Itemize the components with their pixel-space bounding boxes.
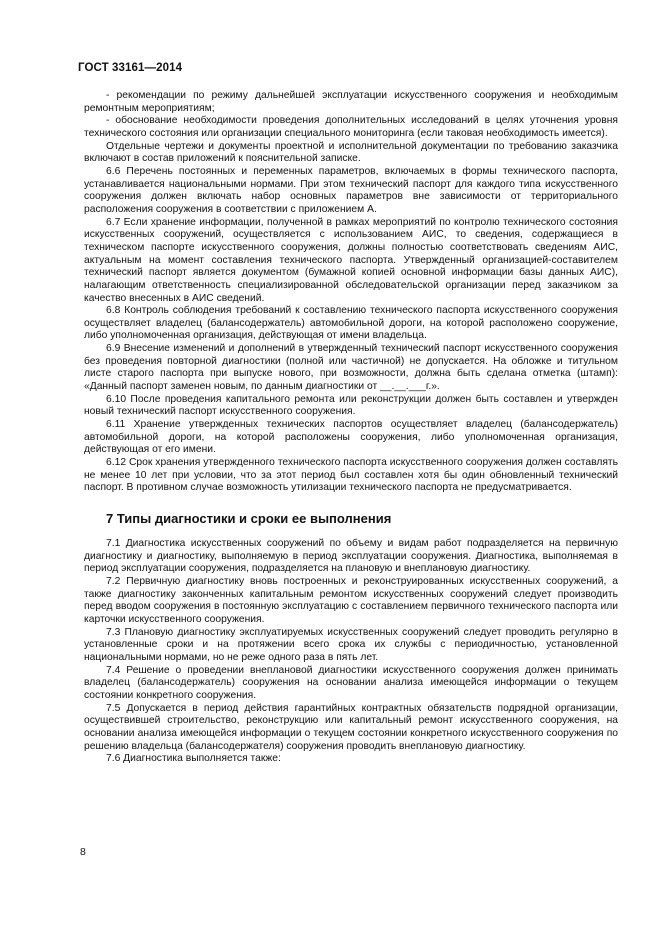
paragraph: - рекомендации по режиму дальнейшей эксплуатации искусственного сооружения и необходимым ремонтным мероприятиям; — [84, 90, 618, 114]
paragraph-6-8: 6.8 Контроль соблюдения требований к составлению технического паспорта искусственного сооружения осуществляет владелец (балансодержатель) автомобильной дороги, на которой расположено сооружение, либо уполномоченная организация, действующая от имени владельца. — [84, 305, 618, 342]
paragraph-6-11: 6.11 Хранение утвержденных технических паспортов осуществляет владелец (балансодержатель) автомобильной дороги, на которой расположены сооружения, либо уполномоченная организация, действующая от его имени. — [84, 419, 618, 456]
paragraph-6-10: 6.10 После проведения капитального ремонта или реконструкции должен быть составлен и утвержден новый технический паспорт искусственного сооружения. — [84, 393, 618, 418]
section-heading: 7 Типы диагностики и сроки ее выполнения — [106, 511, 392, 526]
paragraph-6-12: 6.12 Срок хранения утвержденного технического паспорта искусственного сооружения должен составлять не менее 10 лет при условии, что за этот период был составлен хотя бы один обновленный технический паспорт. В противном случае возможность утилизации технического паспорта не предусматривается. — [84, 457, 618, 494]
paragraph-7-6: 7.6 Диагностика выполняется также: — [106, 753, 281, 765]
paragraph-7-4: 7.4 Решение о проведении внеплановой диагностики искусственного сооружения должен принимать владелец (балансодержатель) сооружения на основании анализа имеющейся информации о текущем состоянии конкретного сооружения. — [84, 664, 618, 701]
paragraph-7-3: 7.3 Плановую диагностику эксплуатируемых искусственных сооружений следует проводить регулярно в установленные сроки и на протяжении всего срока их службы с периодичностью, установленной национальными нормами, но не реже одного раза в пять лет. — [84, 626, 618, 663]
paragraph-7-1: 7.1 Диагностика искусственных сооружений по объему и видам работ подразделяется на первичную диагностику и диагностику, выполняемую в период эксплуатации сооружения. Диагностика, выполняемая в период эксплуатации сооружения, подразделяется на плановую и внеплановую диагностику. — [84, 538, 618, 575]
document-header: ГОСТ 33161—2014 — [78, 62, 183, 74]
paragraph-7-5: 7.5 Допускается в период действия гарантийных контрактных обязательств подрядной организации, осуществившей строительство, реконструкцию или капитальный ремонт искусственного сооружения, на основании анализа имеющейся информации о текущем состоянии конкретного искусственного сооружения по решению владельца (балансодержателя) сооружения проводить внеплановую диагностику. — [84, 702, 618, 752]
section-7 — [84, 538, 618, 766]
page-number: 8 — [80, 846, 86, 858]
paragraph: - обоснование необходимости проведения дополнительных исследований в целях уточнения уровня технического состояния или организации специального мониторинга (если таковая необходимость имеется). — [84, 115, 618, 139]
paragraph-6-7: 6.7 Если хранение информации, полученной в рамках мероприятий по контролю технического состояния искусственных сооружений, осуществляется с использованием АИС, то сведения, содержащиеся в техническом паспорте искусственного сооружения, должны полностью соответствовать сведениям АИС, актуальным на момент составления технического паспорта. Утвержденный организацией-составителем технический паспорт является документом (бумажной копией основной информации базы данных АИС), налагающим ответственность специализированной обследовательской организации перед заказчиком за качество внесенных в АИС сведений. — [84, 216, 618, 304]
document-body — [84, 90, 618, 766]
paragraph-6-6: 6.6 Перечень постоянных и переменных параметров, включаемых в формы технического паспорта, устанавливается национальными нормами. При этом технический паспорт для каждого типа искусственного сооружения должен включать набор основных параметров вне зависимости от территориального расположения сооружения в соответствии с приложением А. — [84, 165, 618, 215]
section-6-continuation — [84, 90, 618, 495]
paragraph-7-2: 7.2 Первичную диагностику вновь построенных и реконструированных искусственных сооружений, а также диагностику законченных капитальным ремонтом искусственных сооружений следует производить перед вводом сооружения в постоянную эксплуатацию с составлением первичного технического паспорта или карточки искусственного сооружения. — [84, 575, 618, 625]
paragraph: Отдельные чертежи и документы проектной и исполнительной документации по требованию заказчика включают в состав приложений к пояснительной записке. — [84, 140, 618, 165]
paragraph-6-9: 6.9 Внесение изменений и дополнений в утвержденный технический паспорт искусственного сооружения без проведения повторной диагностики (полной или частичной) не допускается. На обложке и титульном листе старого паспорта при выпуске нового, при возможности, должна быть сделана отметка (штамп): «Данный паспорт заменен новым, по данным диагностики от __.__.___г.». — [84, 343, 618, 393]
